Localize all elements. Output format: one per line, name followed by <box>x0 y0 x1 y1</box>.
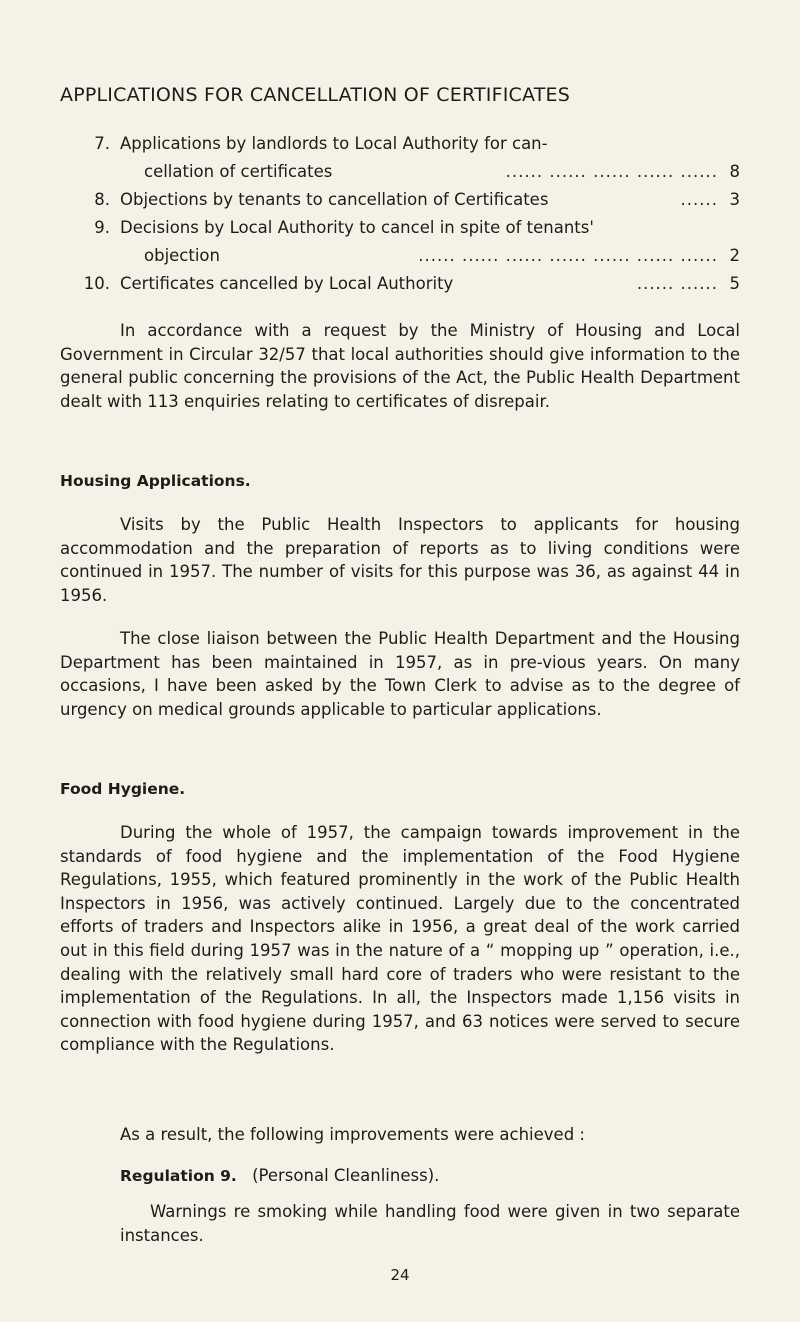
paragraph-housing-visits: Visits by the Public Health Inspectors to applicants for housing accommodation and the preparation of reports as to living conditions were continued in 1957. The number of visits for this purpose was 36, as against 44 in 1956. <box>60 515 740 605</box>
item-number: 10. <box>83 274 110 293</box>
subheading-food-hygiene: Food Hygiene. <box>60 780 186 798</box>
paragraph-result: As a result, the following improvements were achieved : <box>120 1125 585 1144</box>
list-item <box>60 130 740 186</box>
regulation-label: Regulation 9. <box>120 1167 237 1185</box>
section-heading: APPLICATIONS FOR CANCELLATION OF CERTIFICATES <box>60 84 571 106</box>
item-value: 3 <box>729 190 740 209</box>
paragraph-warnings: Warnings re smoking while handling food were given in two separate instances. <box>120 1202 740 1245</box>
dot-leaders: ...... <box>680 190 718 209</box>
item-text: Objections by tenants to cancellation of Certificates <box>120 190 549 209</box>
dot-leaders: ...... ...... <box>636 274 718 293</box>
regulation-line <box>120 1166 439 1185</box>
regulation-title: (Personal Cleanliness). <box>252 1166 440 1185</box>
item-number: 8. <box>94 190 110 209</box>
item-value: 5 <box>729 274 740 293</box>
list-item <box>60 186 740 214</box>
dot-leaders: ...... ...... ...... ...... ...... <box>505 162 718 181</box>
item-text: Certificates cancelled by Local Authority <box>120 274 454 293</box>
item-value: 2 <box>729 246 740 265</box>
item-text: Decisions by Local Authority to cancel in spite of tenants' <box>120 218 594 237</box>
item-value: 8 <box>729 162 740 181</box>
item-number: 7. <box>94 134 110 153</box>
page-number: 24 <box>390 1266 410 1284</box>
item-number: 9. <box>94 218 110 237</box>
paragraph-food-hygiene: During the whole of 1957, the campaign towards improvement in the standards of food hygiene and the implementation of the Food Hygiene Regulations, 1955, which featured prominently in the work of the Public Health Inspectors in 1956, was actively continued. Largely due to the concentrated efforts of traders and Inspectors alike in 1956, a great deal of the work carried out in this field during 1957 was in the nature of a “ mopping up ” operation, i.e., dealing with the relatively small hard core of traders who were resistant to the implementation of the Regulations. In all, the Inspectors made 1,156 visits in connection with food hygiene during 1957, and 63 notices were served to secure compliance with the Regulations. <box>60 823 740 1055</box>
subheading-housing: Housing Applications. <box>60 472 251 490</box>
list-item <box>60 214 740 270</box>
paragraph-liaison: The close liaison between the Public Health Department and the Housing Department has been maintained in 1957, as in pre-vious years. On many occasions, I have been asked by the Town Clerk to advise as to the degree of urgency on medical grounds applicable to particular applications. <box>60 629 740 719</box>
paragraph-circular: In accordance with a request by the Ministry of Housing and Local Government in Circular 32/57 that local authorities should give information to the general public concerning the provisions of the Act, the Public Health Department dealt with 113 enquiries relating to certificates of disrepair. <box>60 321 740 411</box>
item-text: Applications by landlords to Local Authority for can- <box>120 134 548 153</box>
list-item <box>60 270 740 298</box>
item-text-continued: objection <box>144 246 220 265</box>
dot-leaders: ...... ...... ...... ...... ...... ...... ...... <box>418 246 718 265</box>
item-text-continued: cellation of certificates <box>144 162 333 181</box>
